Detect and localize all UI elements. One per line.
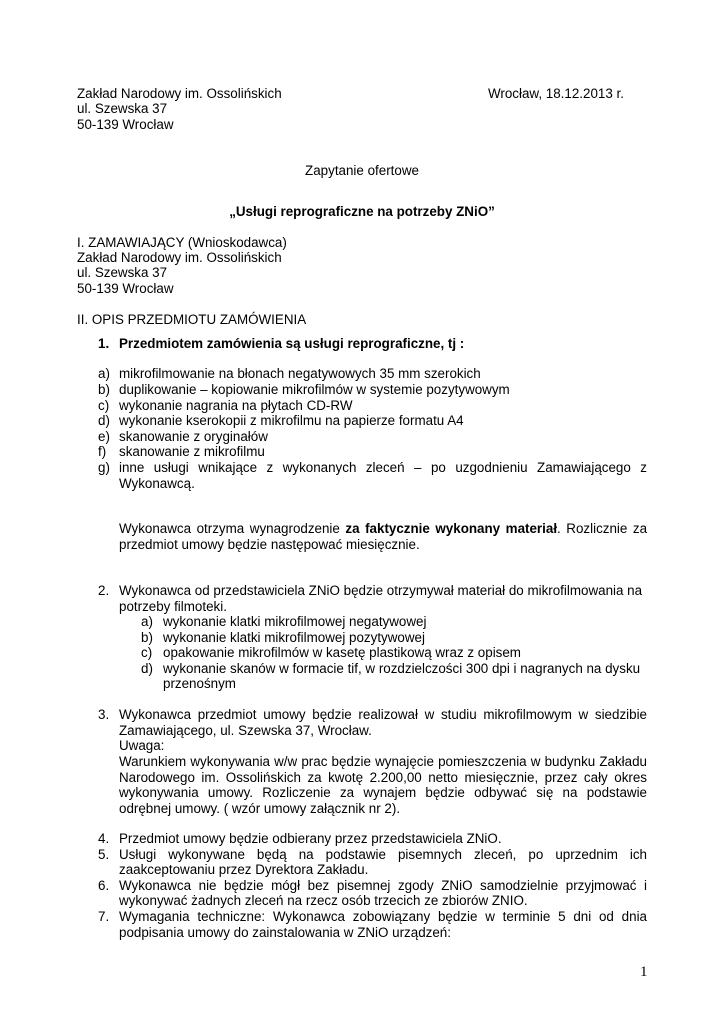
list-marker: b) <box>141 630 153 645</box>
item3-line: Narodowego im. Ossolińskich za kwotę 2.200,00 netto miesięcznie, przez cały okres <box>119 770 647 785</box>
list-marker: a) <box>141 614 153 629</box>
item-number: 2. <box>98 583 110 598</box>
list-marker: d) <box>141 661 153 676</box>
item6-line-2: wykonywać żadnych zleceń na rzecz osób trzecich ze zbiorów ZNIO. <box>119 893 528 908</box>
list-marker: e) <box>98 429 110 444</box>
header-street: ul. Szewska 37 <box>77 101 168 116</box>
item3-line: Warunkiem wykonywania w/w prac będzie wynajęcie pomieszczenia w budynku Zakładu <box>119 754 647 769</box>
list-item: wykonanie nagrania na płytach CD-RW <box>119 398 353 413</box>
list-marker: d) <box>98 413 110 428</box>
section2-heading: II. OPIS PRZEDMIOTU ZAMÓWIENIA <box>77 312 307 327</box>
section1-city: 50-139 Wrocław <box>77 281 174 296</box>
item7-line-2: podpisania umowy do zainstalowania w ZNiO urządzeń: <box>119 925 451 940</box>
item3-line: wykonywania umowy. Rozliczenie za wynajem będzie odbywać się na podstawie <box>119 785 647 800</box>
place-date: Wrocław, 18.12.2013 r. <box>488 86 624 101</box>
payment-line-2: przedmiot umowy będzie następować miesięcznie. <box>119 537 420 552</box>
list-item: wykonanie skanów w formacie tif, w rozdzielczości 300 dpi i nagranych na dysku <box>163 661 641 676</box>
item-number: 3. <box>98 707 110 722</box>
list-item: mikrofilmowanie na błonach negatywowych 35 mm szerokich <box>119 366 481 381</box>
item4-text: Przedmiot umowy będzie odbierany przez przedstawiciela ZNiO. <box>119 831 502 846</box>
list-item: wykonanie klatki mikrofilmowej negatywowej <box>163 614 427 629</box>
item7-line-1: Wymagania techniczne: Wykonawca zobowiązany będzie w terminie 5 dni od dnia <box>119 909 647 924</box>
list-marker: f) <box>98 444 107 459</box>
section1-heading: I. ZAMAWIAJĄCY (Wnioskodawca) <box>77 235 287 250</box>
item-number: 7. <box>98 909 110 924</box>
document-subtitle: „Usługi reprograficzne na potrzeby ZNiO” <box>229 204 495 219</box>
section1-org: Zakład Narodowy im. Ossolińskich <box>77 250 282 265</box>
item-number: 1. <box>98 336 110 351</box>
item3-line: Wykonawca przedmiot umowy będzie realizował w studiu mikrofilmowym w siedzibie <box>119 707 647 722</box>
payment-text-c: . Rozlicznie za <box>557 521 648 536</box>
list-marker: c) <box>141 645 153 660</box>
list-marker: a) <box>98 366 110 381</box>
page-number: 1 <box>640 964 648 980</box>
list-marker: g) <box>98 460 110 475</box>
list-item: inne usługi wnikające z wykonanych zleceń – po uzgodnieniu Zamawiającego z <box>119 460 647 475</box>
item3-line: odrębnej umowy. ( wzór umowy załącznik nr 2). <box>119 801 401 816</box>
item-number: 4. <box>98 831 110 846</box>
item1-text: Przedmiotem zamówienia są usługi reprograficzne, tj : <box>119 336 465 351</box>
payment-text-a: Wykonawca otrzyma wynagrodzenie <box>119 521 346 536</box>
list-item: duplikowanie – kopiowanie mikrofilmów w systemie pozytywowym <box>119 382 510 397</box>
list-item-continued: przenośnym <box>163 676 236 691</box>
list-marker: b) <box>98 382 110 397</box>
list-item: wykonanie kserokopii z mikrofilmu na papierze formatu A4 <box>119 413 464 428</box>
payment-emphasis: za faktycznie wykonany materiał <box>345 521 558 536</box>
item2-line-1: Wykonawca od przedstawiciela ZNiO będzie otrzymywał materiał do mikrofilmowania na <box>119 583 643 598</box>
item5-line-2: zaakceptowaniu przez Dyrektora Zakładu. <box>119 862 369 877</box>
item3-line: Uwaga: <box>119 738 165 753</box>
item6-line-1: Wykonawca nie będzie mógł bez pisemnej zgody ZNiO samodzielnie przyjmować i <box>119 878 647 893</box>
item5-line-1: Usługi wykonywane będą na podstawie pisemnych zleceń, po uprzednim ich <box>119 847 647 862</box>
list-item: skanowanie z oryginałów <box>119 429 268 444</box>
payment-line-1 <box>119 521 647 537</box>
list-marker: c) <box>98 398 110 413</box>
list-item: wykonanie klatki mikrofilmowej pozytywowej <box>163 630 425 645</box>
item2-line-2: potrzeby filmoteki. <box>119 599 227 614</box>
list-item: opakowanie mikrofilmów w kasetę plastikową wraz z opisem <box>163 645 521 660</box>
header-org: Zakład Narodowy im. Ossolińskich <box>77 86 282 101</box>
item3-line: Zamawiającego, ul. Szewska 37, Wrocław. <box>119 723 372 738</box>
list-item-continued: Wykonawcą. <box>119 476 195 491</box>
section1-street: ul. Szewska 37 <box>77 265 168 280</box>
document-title: Zapytanie ofertowe <box>305 163 419 178</box>
item-number: 5. <box>98 847 110 862</box>
header-city: 50-139 Wrocław <box>77 117 174 132</box>
item-number: 6. <box>98 878 110 893</box>
list-item: skanowanie z mikrofilmu <box>119 444 265 459</box>
